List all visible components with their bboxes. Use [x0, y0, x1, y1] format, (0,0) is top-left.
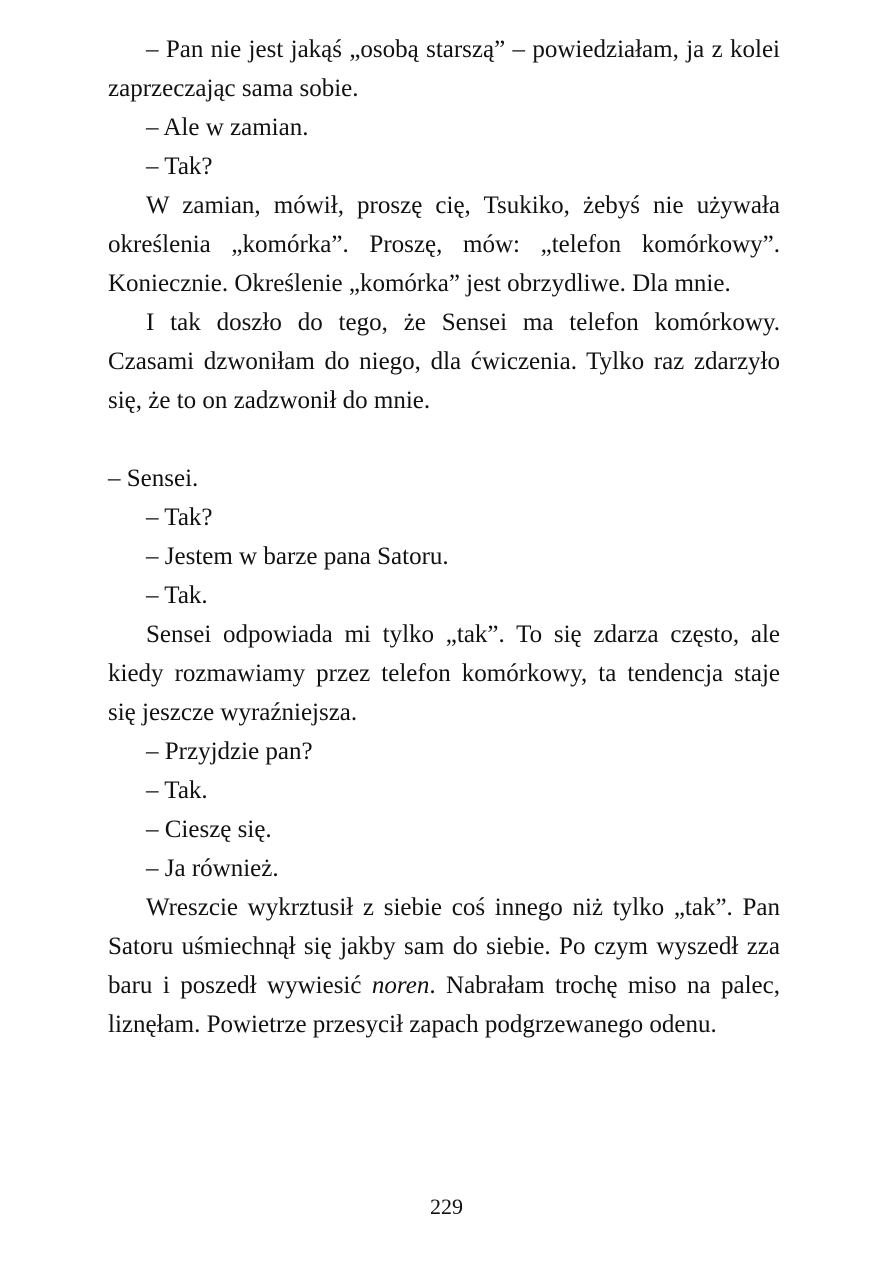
paragraph: – Przyjdzie pan?	[146, 738, 313, 765]
paragraph: – Sensei.	[108, 465, 199, 492]
italic-term: noren	[371, 972, 430, 999]
paragraph: – Ja również.	[146, 855, 279, 882]
paragraph: – Tak?	[146, 153, 213, 180]
paragraph: – Pan nie jest jakąś „osobą starszą” – powiedziałam, ja z kolei zaprzeczając sama sobie.	[108, 36, 780, 102]
book-page-text	[108, 30, 780, 1044]
paragraph: – Tak.	[146, 582, 208, 609]
paragraph: – Tak?	[146, 504, 213, 531]
paragraph-last-text-after: . Nabrałam trochę miso na palec, liznęłam. Powietrze przesycił zapach podgrzewanego odenu.	[108, 972, 780, 1038]
paragraph-last	[108, 888, 780, 1044]
paragraph-last-text-before: Wreszcie wykrztusił z siebie coś innego niż tylko „tak”. Pan Satoru uśmiechnął się jakby sam do siebie. Po czym wyszedł zza baru i poszedł wywiesić	[108, 894, 780, 999]
page-number: 229	[430, 1194, 463, 1219]
paragraph: – Cieszę się.	[146, 816, 272, 843]
paragraph: – Jestem w barze pana Satoru.	[146, 543, 449, 570]
paragraph: – Tak.	[146, 777, 208, 804]
section-break	[108, 420, 780, 459]
paragraph: I tak doszło do tego, że Sensei ma telefon komórkowy. Czasami dzwoniłam do niego, dla ćwiczenia. Tylko raz zdarzyło się, że to on zadzwonił do mnie.	[108, 309, 780, 414]
paragraph: – Ale w zamian.	[146, 114, 309, 141]
paragraph: W zamian, mówił, proszę cię, Tsukiko, żebyś nie używała określenia „komórka”. Proszę, mów: „telefon komórkowy”. Koniecznie. Określenie „komórka” jest obrzydliwe. Dla mnie.	[108, 192, 780, 297]
paragraph: Sensei odpowiada mi tylko „tak”. To się zdarza często, ale kiedy rozmawiamy przez telefon komórkowy, ta tendencja staje się jeszcze wyraźniejsza.	[108, 621, 780, 726]
